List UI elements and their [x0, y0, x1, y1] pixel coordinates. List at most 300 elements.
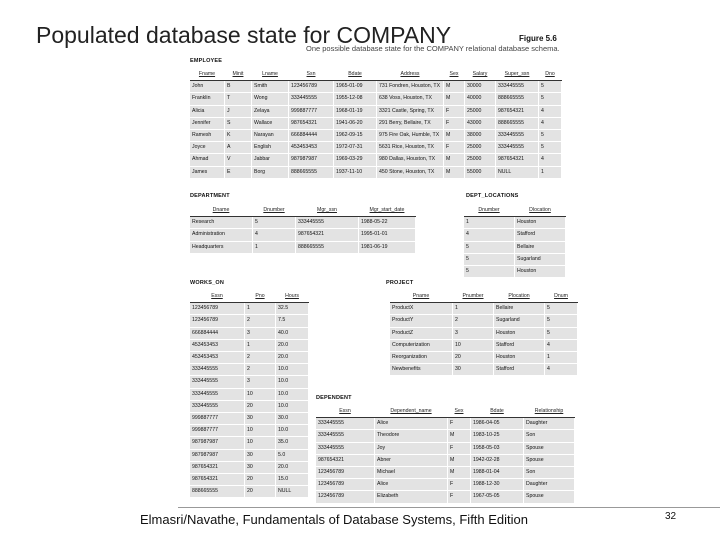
table-cell: Newbenefits — [390, 364, 453, 376]
table-row — [190, 461, 309, 473]
works-on-table — [190, 291, 309, 498]
table-cell: M — [444, 93, 465, 105]
table-cell: 10.0 — [276, 388, 309, 400]
column-header: Ssn — [289, 69, 334, 81]
table-cell: 987654321 — [190, 474, 245, 486]
table-cell: 1942-02-28 — [471, 454, 524, 466]
table-cell: 987654321 — [316, 454, 375, 466]
table-cell: 5 — [545, 315, 578, 327]
table-header-row — [190, 291, 309, 303]
table-cell: 2 — [245, 364, 276, 376]
column-header: Sex — [444, 69, 465, 81]
table-cell: NULL — [276, 486, 309, 498]
column-header: Hours — [276, 291, 309, 303]
table-cell: Research — [190, 217, 253, 229]
table-cell: 5 — [545, 327, 578, 339]
table-cell: 5 — [539, 130, 562, 142]
table-row — [316, 491, 575, 503]
table-cell: 987987987 — [190, 449, 245, 461]
column-header: Dnumber — [464, 205, 515, 217]
column-header: Super_ssn — [496, 69, 539, 81]
table-cell: F — [444, 105, 465, 117]
column-header: Dnumber — [253, 205, 296, 217]
table-cell: 1965-01-09 — [334, 81, 377, 93]
table-cell: 5 — [253, 217, 296, 229]
table-cell: 5.0 — [276, 449, 309, 461]
table-cell: 25000 — [465, 105, 496, 117]
table-cell: Daughter — [524, 479, 575, 491]
table-cell: Wong — [252, 93, 289, 105]
table-cell: K — [225, 130, 252, 142]
column-header: Relationship — [524, 406, 575, 418]
table-cell: 1937-11-10 — [334, 166, 377, 178]
table-row — [316, 418, 575, 430]
table-cell: 1986-04-05 — [471, 418, 524, 430]
table-cell: Houston — [494, 327, 545, 339]
table-cell: M — [448, 430, 471, 442]
table-row — [190, 241, 416, 253]
table-cell: M — [448, 467, 471, 479]
column-header: Bdate — [471, 406, 524, 418]
table-cell: Reorganization — [390, 352, 453, 364]
table-cell: 333445555 — [316, 430, 375, 442]
table-cell: A — [225, 142, 252, 154]
table-cell: 3 — [245, 376, 276, 388]
table-cell: T — [225, 93, 252, 105]
table-row — [190, 413, 309, 425]
table-cell: Alice — [375, 418, 448, 430]
table-cell: 333445555 — [190, 400, 245, 412]
table-cell: ProductX — [390, 303, 453, 315]
table-cell: Wallace — [252, 117, 289, 129]
table-cell: 333445555 — [496, 81, 539, 93]
table-cell: 1 — [245, 303, 276, 315]
table-row — [190, 142, 562, 154]
table-cell: M — [448, 454, 471, 466]
table-cell: 20 — [245, 474, 276, 486]
table-cell: 3321 Castle, Spring, TX — [377, 105, 444, 117]
table-row — [190, 105, 562, 117]
table-cell: F — [448, 418, 471, 430]
table-row — [464, 253, 566, 265]
table-cell: 453453453 — [289, 142, 334, 154]
table-cell: 30000 — [465, 81, 496, 93]
table-cell: English — [252, 142, 289, 154]
table-cell: 1968-01-19 — [334, 105, 377, 117]
table-cell: Spouse — [524, 442, 575, 454]
table-row — [316, 454, 575, 466]
column-header: Dlocation — [515, 205, 566, 217]
table-cell: J — [225, 105, 252, 117]
table-cell: 333445555 — [296, 217, 359, 229]
table-cell: John — [190, 81, 225, 93]
table-cell: ProductZ — [390, 327, 453, 339]
column-header: Pnumber — [453, 291, 494, 303]
table-cell: 333445555 — [316, 442, 375, 454]
table-cell: 123456789 — [316, 479, 375, 491]
table-cell: 5 — [545, 303, 578, 315]
table-cell: 987654321 — [190, 461, 245, 473]
table-row — [190, 117, 562, 129]
table-cell: 980 Dallas, Houston, TX — [377, 154, 444, 166]
table-cell: 30 — [245, 461, 276, 473]
table-cell: 1 — [545, 352, 578, 364]
table-row — [316, 479, 575, 491]
table-row — [390, 303, 578, 315]
column-header: Mgr_start_date — [359, 205, 416, 217]
table-cell: F — [448, 479, 471, 491]
table-row — [190, 217, 416, 229]
table-cell: 1 — [539, 166, 562, 178]
table-cell: 888665555 — [190, 486, 245, 498]
table-row — [190, 449, 309, 461]
table-cell: 32.5 — [276, 303, 309, 315]
table-cell: 987654321 — [296, 229, 359, 241]
column-header: Dname — [190, 205, 253, 217]
footer-divider — [178, 507, 720, 508]
table-cell: 1941-06-20 — [334, 117, 377, 129]
table-cell: 40000 — [465, 93, 496, 105]
table-cell: 38000 — [465, 130, 496, 142]
dept-locations-table — [464, 205, 566, 278]
column-header: Address — [377, 69, 444, 81]
table-cell: 30 — [245, 413, 276, 425]
table-cell: 10.0 — [276, 364, 309, 376]
table-cell: Joyce — [190, 142, 225, 154]
table-cell: 888665555 — [296, 241, 359, 253]
table-cell: M — [444, 166, 465, 178]
table-cell: V — [225, 154, 252, 166]
table-cell: 333445555 — [496, 142, 539, 154]
table-cell: 999887777 — [190, 425, 245, 437]
table-cell: Jabbar — [252, 154, 289, 166]
table-cell: 30 — [453, 364, 494, 376]
table-cell: 333445555 — [190, 388, 245, 400]
table-cell: 987654321 — [289, 117, 334, 129]
table-cell: Theodore — [375, 430, 448, 442]
table-header-row — [464, 205, 566, 217]
table-cell: 43000 — [465, 117, 496, 129]
table-cell: 453453453 — [190, 339, 245, 351]
table-row — [190, 437, 309, 449]
table-cell: Stafford — [494, 364, 545, 376]
table-cell: 333445555 — [190, 364, 245, 376]
column-header: Pname — [390, 291, 453, 303]
table-cell: Abner — [375, 454, 448, 466]
table-row — [316, 430, 575, 442]
table-cell: Sugarland — [515, 253, 566, 265]
table-cell: Ramesh — [190, 130, 225, 142]
table-cell: 2 — [245, 315, 276, 327]
table-header-row — [190, 205, 416, 217]
table-cell: S — [225, 117, 252, 129]
table-row — [190, 388, 309, 400]
table-cell: 987987987 — [289, 154, 334, 166]
table-header-row — [390, 291, 578, 303]
table-row — [190, 154, 562, 166]
column-header: Plocation — [494, 291, 545, 303]
table-row — [464, 266, 566, 278]
table-cell: 4 — [539, 117, 562, 129]
table-cell: 5 — [464, 253, 515, 265]
table-cell: Bellaire — [515, 241, 566, 253]
table-cell: Sugarland — [494, 315, 545, 327]
table-row — [390, 364, 578, 376]
table-cell: 987654321 — [496, 105, 539, 117]
table-cell: 1988-01-04 — [471, 467, 524, 479]
table-cell: 10 — [245, 437, 276, 449]
slide-title: Populated database state for COMPANY — [36, 22, 452, 48]
column-header: Dnum — [545, 291, 578, 303]
column-header: Dno — [539, 69, 562, 81]
table-cell: Spouse — [524, 454, 575, 466]
dependent-table — [316, 406, 575, 504]
table-cell: 3 — [453, 327, 494, 339]
table-cell: ProductY — [390, 315, 453, 327]
table-cell: 2 — [245, 352, 276, 364]
column-header: Salary — [465, 69, 496, 81]
table-cell: 333445555 — [496, 130, 539, 142]
table-cell: Elizabeth — [375, 491, 448, 503]
table-cell: 20 — [453, 352, 494, 364]
table-row — [190, 93, 562, 105]
table-cell: 25000 — [465, 154, 496, 166]
table-header-row — [316, 406, 575, 418]
table-cell: 1988-05-22 — [359, 217, 416, 229]
project-table — [390, 291, 578, 376]
column-header: Pno — [245, 291, 276, 303]
table-cell: Stafford — [515, 229, 566, 241]
table-cell: 25000 — [465, 142, 496, 154]
table-row — [464, 241, 566, 253]
table-row — [190, 474, 309, 486]
table-cell: 1958-05-03 — [471, 442, 524, 454]
table-row — [390, 352, 578, 364]
table-cell: 4 — [545, 364, 578, 376]
table-cell: 1962-09-15 — [334, 130, 377, 142]
table-cell: 4 — [253, 229, 296, 241]
employee-table — [190, 69, 562, 179]
table-cell: 731 Fondren, Houston, TX — [377, 81, 444, 93]
table-cell: Son — [524, 430, 575, 442]
table-row — [190, 303, 309, 315]
table-row — [190, 376, 309, 388]
table-cell: 453453453 — [190, 352, 245, 364]
table-cell: Spouse — [524, 491, 575, 503]
table-cell: 123456789 — [190, 315, 245, 327]
figure-label: Figure 5.6 — [519, 34, 557, 43]
table-cell: Joy — [375, 442, 448, 454]
table-row — [190, 400, 309, 412]
table-cell: 333445555 — [316, 418, 375, 430]
table-row — [190, 352, 309, 364]
table-cell: 5 — [464, 266, 515, 278]
table-row — [190, 364, 309, 376]
column-header: Sex — [448, 406, 471, 418]
table-cell: 123456789 — [316, 491, 375, 503]
table-cell: 10.0 — [276, 425, 309, 437]
column-header: Dependent_name — [375, 406, 448, 418]
table-cell: 10.0 — [276, 376, 309, 388]
table-cell: 20.0 — [276, 339, 309, 351]
column-header: Mgr_ssn — [296, 205, 359, 217]
footer-citation: Elmasri/Navathe, Fundamentals of Database Systems, Fifth Edition — [140, 512, 529, 527]
table-cell: Michael — [375, 467, 448, 479]
table-row — [190, 327, 309, 339]
table-cell: 5 — [539, 81, 562, 93]
table-cell: Smith — [252, 81, 289, 93]
column-header: Fname — [190, 69, 225, 81]
table-cell: F — [448, 491, 471, 503]
table-row — [390, 339, 578, 351]
table-cell: 291 Berry, Bellaire, TX — [377, 117, 444, 129]
table-cell: M — [444, 154, 465, 166]
table-cell: 15.0 — [276, 474, 309, 486]
table-cell: 20 — [245, 400, 276, 412]
table-cell: 10 — [245, 425, 276, 437]
table-cell: Daughter — [524, 418, 575, 430]
table-cell: Bellaire — [494, 303, 545, 315]
column-header: Minit — [225, 69, 252, 81]
table-cell: 4 — [539, 105, 562, 117]
table-cell: 10 — [453, 339, 494, 351]
table-cell: 987654321 — [496, 154, 539, 166]
table-cell: 1 — [464, 217, 515, 229]
table-cell: F — [448, 442, 471, 454]
table-row — [190, 339, 309, 351]
table-cell: 123456789 — [289, 81, 334, 93]
table-cell: Alice — [375, 479, 448, 491]
table-cell: 123456789 — [190, 303, 245, 315]
table-cell: Alicia — [190, 105, 225, 117]
table-cell: M — [444, 130, 465, 142]
table-cell: 5 — [539, 93, 562, 105]
table-cell: Son — [524, 467, 575, 479]
table-cell: 20 — [245, 486, 276, 498]
table-cell: 7.5 — [276, 315, 309, 327]
table-row — [316, 467, 575, 479]
table-cell: F — [444, 142, 465, 154]
table-cell: 30 — [245, 449, 276, 461]
table-cell: Houston — [494, 352, 545, 364]
table-cell: 987987987 — [190, 437, 245, 449]
table-cell: 888665555 — [496, 117, 539, 129]
table-cell: 40.0 — [276, 327, 309, 339]
table-row — [190, 425, 309, 437]
department-table — [190, 205, 416, 254]
table-row — [190, 229, 416, 241]
table-cell: 30.0 — [276, 413, 309, 425]
table-cell: 999887777 — [190, 413, 245, 425]
table-cell: 666884444 — [289, 130, 334, 142]
table-cell: B — [225, 81, 252, 93]
table-cell: 5631 Rice, Houston, TX — [377, 142, 444, 154]
table-cell: 1 — [453, 303, 494, 315]
employee-table-title: EMPLOYEE — [190, 58, 223, 64]
table-cell: 2 — [453, 315, 494, 327]
table-cell: 1995-01-01 — [359, 229, 416, 241]
page-number: 32 — [665, 511, 677, 522]
column-header: Lname — [252, 69, 289, 81]
table-cell: 1972-07-31 — [334, 142, 377, 154]
table-cell: 1 — [245, 339, 276, 351]
table-cell: 4 — [545, 339, 578, 351]
table-cell: Narayan — [252, 130, 289, 142]
figure-caption: One possible database state for the COMPANY relational database schema. — [306, 44, 560, 53]
table-cell: 1955-12-08 — [334, 93, 377, 105]
table-row — [464, 217, 566, 229]
table-cell: Houston — [515, 217, 566, 229]
table-cell: 5 — [464, 241, 515, 253]
table-cell: 20.0 — [276, 352, 309, 364]
table-cell: James — [190, 166, 225, 178]
table-cell: Borg — [252, 166, 289, 178]
table-row — [190, 130, 562, 142]
table-cell: 4 — [464, 229, 515, 241]
table-row — [464, 229, 566, 241]
table-row — [316, 442, 575, 454]
table-cell: NULL — [496, 166, 539, 178]
table-cell: Franklin — [190, 93, 225, 105]
table-cell: 20.0 — [276, 461, 309, 473]
dept-locations-table-title: DEPT_LOCATIONS — [466, 193, 519, 199]
table-cell: 123456789 — [316, 467, 375, 479]
table-cell: 975 Fire Oak, Humble, TX — [377, 130, 444, 142]
column-header: Essn — [316, 406, 375, 418]
table-cell: Administration — [190, 229, 253, 241]
table-cell: 4 — [539, 154, 562, 166]
table-cell: Ahmad — [190, 154, 225, 166]
table-cell: Stafford — [494, 339, 545, 351]
table-cell: 638 Voss, Houston, TX — [377, 93, 444, 105]
table-cell: Jennifer — [190, 117, 225, 129]
table-row — [390, 315, 578, 327]
table-cell: 666884444 — [190, 327, 245, 339]
table-cell: 55000 — [465, 166, 496, 178]
table-cell: 10 — [245, 388, 276, 400]
table-cell: 35.0 — [276, 437, 309, 449]
table-cell: 450 Stone, Houston, TX — [377, 166, 444, 178]
table-cell: 1969-03-29 — [334, 154, 377, 166]
dependent-table-title: DEPENDENT — [316, 395, 352, 401]
table-cell: Computerization — [390, 339, 453, 351]
column-header: Essn — [190, 291, 245, 303]
table-cell: F — [444, 117, 465, 129]
table-cell: 1981-06-19 — [359, 241, 416, 253]
table-cell: 888665555 — [496, 93, 539, 105]
table-cell: 1988-12-30 — [471, 479, 524, 491]
table-cell: 888665555 — [289, 166, 334, 178]
table-cell: 333445555 — [190, 376, 245, 388]
table-cell: M — [444, 81, 465, 93]
table-cell: Headquarters — [190, 241, 253, 253]
table-row — [190, 81, 562, 93]
table-header-row — [190, 69, 562, 81]
table-row — [190, 486, 309, 498]
table-cell: 3 — [245, 327, 276, 339]
table-row — [390, 327, 578, 339]
table-cell: 1967-05-05 — [471, 491, 524, 503]
department-table-title: DEPARTMENT — [190, 193, 230, 199]
table-cell: Houston — [515, 266, 566, 278]
table-cell: E — [225, 166, 252, 178]
table-cell: 333445555 — [289, 93, 334, 105]
table-cell: Zelaya — [252, 105, 289, 117]
table-row — [190, 166, 562, 178]
project-table-title: PROJECT — [386, 280, 414, 286]
table-row — [190, 315, 309, 327]
works-on-table-title: WORKS_ON — [190, 280, 224, 286]
